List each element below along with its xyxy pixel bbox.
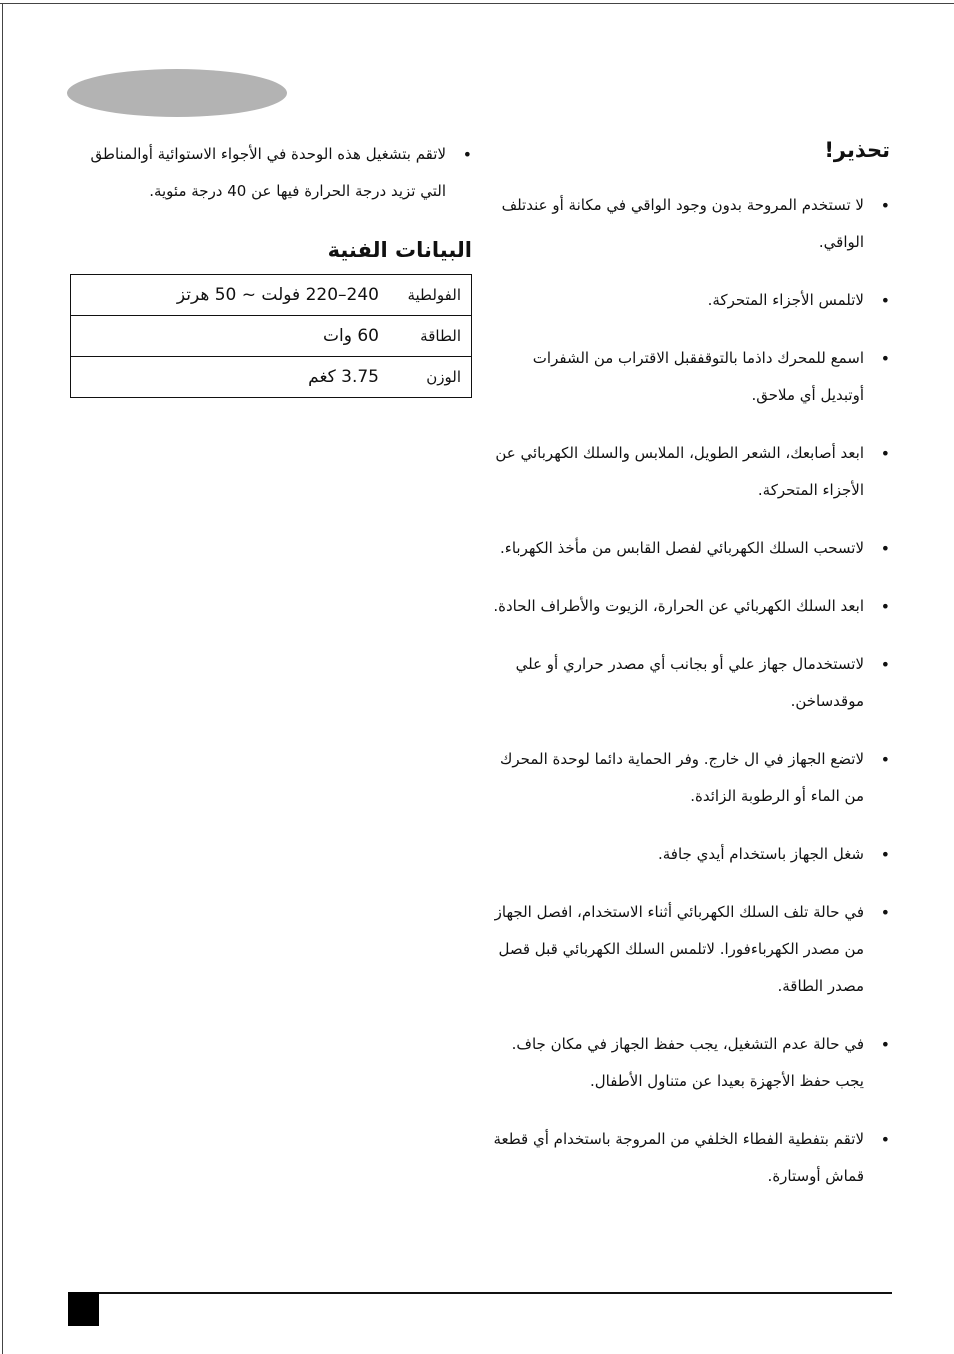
list-item: • شغل الجهاز باستخدام أيدي جافة.	[490, 836, 892, 873]
climate-warning-item: • لاتقم بتشغيل هذه الوحدة في الأجواء الاستوائية أوالمناطق التي تزيد درجة الحرارة فيها عن 40 درجة مئوية.	[70, 136, 472, 210]
page-frame-top	[0, 3, 954, 4]
list-item: • في حالة تلف السلك الكهربائي أثناء الاستخدام، افصل الجهاز من مصدر الكهرباءفورا. لاتلمس السلك الكهربائي قبل قصل مصدر الطاقة.	[490, 894, 892, 1005]
list-item: • ابعد أصابعك، الشعر الطويل، الملابس والسلك الكهربائي عن الأجزاء المتحركة.	[490, 435, 892, 509]
list-item: • اسمع للمحرك داذما بالتوقفقبل الاقتراب من الشفرات أوتبديل أي ملاحق.	[490, 340, 892, 414]
list-item: • لاتسحب السلك الكهربائي لفصل القابس من مأخذ الكهرباء.	[490, 530, 892, 567]
specs-section	[70, 136, 472, 398]
list-item: • ابعد السلك الكهربائي عن الحرارة، الزيوت والأطراف الحادة.	[490, 588, 892, 625]
list-item: • لاتلمس الأجزاء المتحركة.	[490, 282, 892, 319]
specs-table	[70, 274, 472, 398]
list-item: • لاتستخدمال جهاز علي أو بجانب أي مصدر حراري أو علي موقدساخن.	[490, 646, 892, 720]
list-item: • لاتضع الجهاز في ال خارج. وفر الحماية دائما لوحدة المحرك من الماء أو الرطوبة الزائدة.	[490, 741, 892, 815]
warnings-list	[490, 187, 892, 1195]
warnings-title: تحذير!	[824, 138, 890, 162]
footer-page-marker	[68, 1292, 99, 1326]
footer-rule	[68, 1292, 892, 1294]
list-item: • لا تستخدم المروحة بدون وجود الواقي في مكانة أو عندتلف الواقي.	[490, 187, 892, 261]
specs-title: البيانات الفنية	[327, 238, 472, 262]
spec-label: الوزن	[381, 357, 472, 398]
table-row	[71, 316, 472, 357]
warnings-section	[490, 138, 892, 1216]
list-item: • لاتقم بتفطية الفطاء الخلفي من المروجة باستخدام أي قطعة قماش أوستارة.	[490, 1121, 892, 1195]
page-frame-left	[2, 3, 3, 1354]
header-oval-decoration	[67, 69, 287, 117]
spec-value: 240–220 فولت ~ 50 هرتز	[71, 275, 382, 316]
spec-value: 60 وات	[71, 316, 382, 357]
list-item: • في حالة عدم التشغيل، يجب حفظ الجهاز في مكان جاف. يجب حفظ الأجهزة بعيدا عن متناول الأطفال.	[490, 1026, 892, 1100]
spec-label: الفولطية	[381, 275, 472, 316]
table-row	[71, 275, 472, 316]
spec-label: الطاقة	[381, 316, 472, 357]
spec-value: 3.75 كغم	[71, 357, 382, 398]
table-row	[71, 357, 472, 398]
